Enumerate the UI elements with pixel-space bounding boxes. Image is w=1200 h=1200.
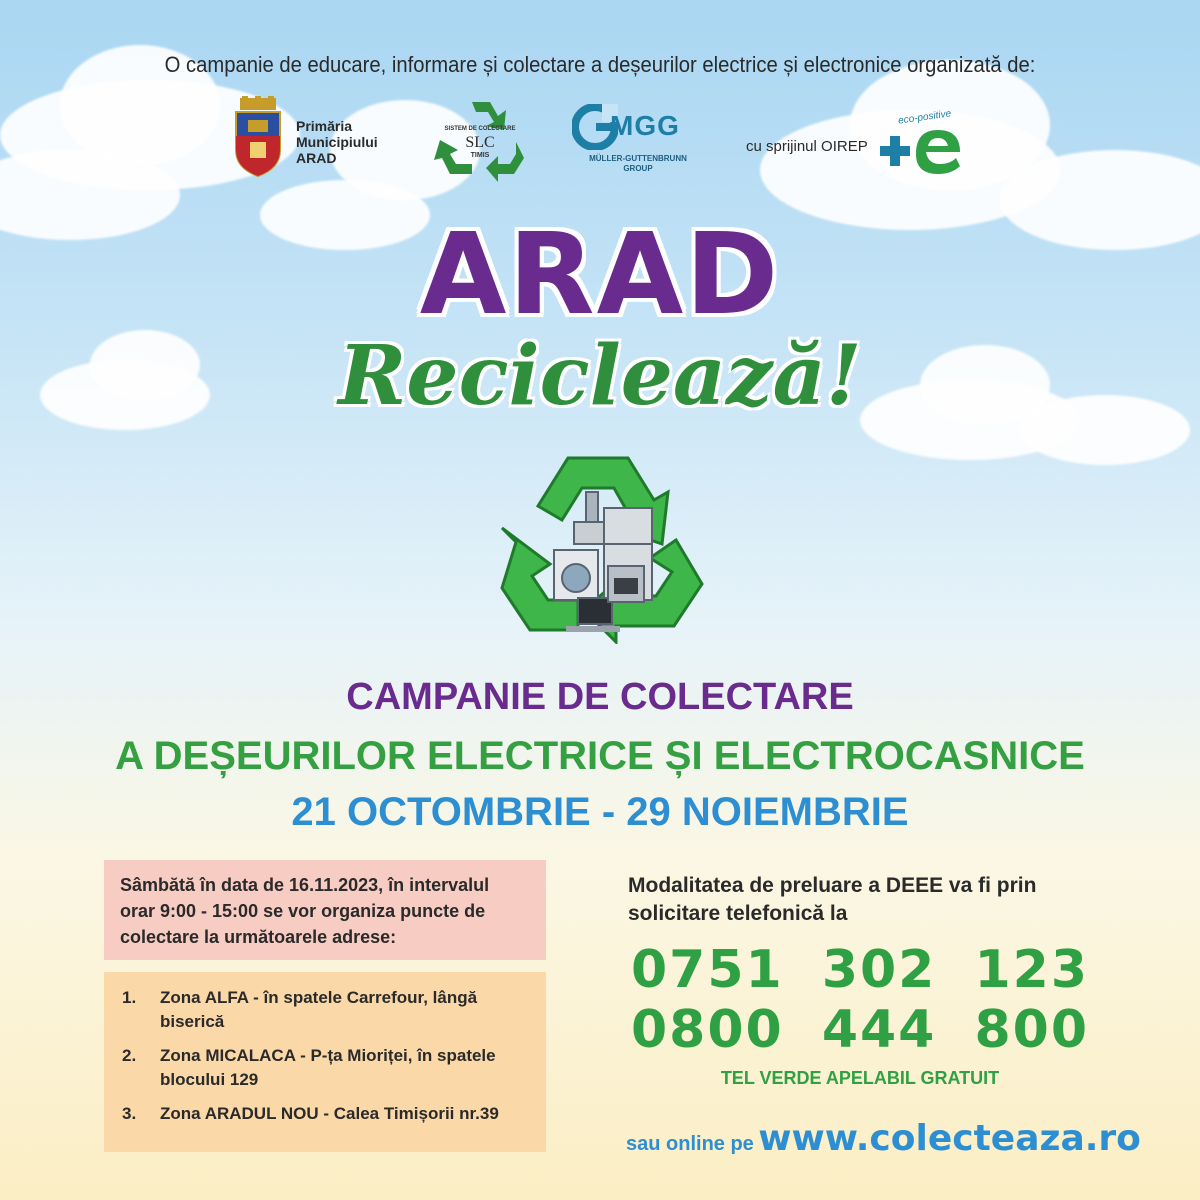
phone-number-1[interactable]: 0751 302 123	[630, 940, 1090, 1000]
logo-primaria-arad	[232, 96, 402, 182]
address-item	[122, 986, 532, 1034]
recycle-appliances-graphic	[496, 448, 708, 644]
logo-slc-timis	[432, 96, 528, 182]
primaria-label-line1: Primăria	[296, 118, 353, 134]
address-text: Zona ARADUL NOU - Calea Timișorii nr.39	[160, 1104, 499, 1123]
slc-bottom-text: TIMIS	[470, 152, 490, 159]
online-prefix-text: sau online pe	[626, 1133, 754, 1155]
arad-coat-of-arms-icon	[232, 96, 284, 178]
mgg-line1-text: MÜLLER-GUTTENBRUNN	[589, 154, 687, 163]
campaign-title-line1: CAMPANIE DE COLECTARE	[346, 676, 854, 718]
title-recicleaza: Reciclează!	[338, 328, 862, 424]
address-item	[122, 1044, 532, 1092]
eco-positive-text: eco-positive	[897, 108, 952, 127]
mgg-mark-text: MGG	[610, 110, 680, 141]
organizers-intro-text: O campanie de educare, informare și colectare a deșeurilor electrice și electronice organizată de:	[164, 52, 1036, 77]
logo-eco-positive	[876, 110, 972, 176]
primaria-label-line3: ARAD	[296, 150, 337, 166]
schedule-info-box	[104, 860, 546, 960]
address-text: Zona MICALACA - P-ța Mioriței, în spatele blocului 129	[160, 1046, 496, 1089]
primaria-label-line2: Municipiului	[296, 134, 378, 150]
mgg-line2-text: GROUP	[623, 164, 653, 173]
addresses-box	[104, 972, 546, 1152]
slc-main-text: SLC	[465, 134, 495, 151]
website-link[interactable]: www.colecteaza.ro	[758, 1118, 1141, 1159]
contact-intro-text: Modalitatea de preluare a DEEE va fi prin solicitare telefonică la	[628, 874, 1037, 925]
support-oirep-text: cu sprijinul OIREP	[746, 138, 868, 155]
address-number: 3.	[122, 1104, 137, 1123]
logo-mgg	[572, 104, 704, 178]
address-number: 1.	[122, 988, 137, 1007]
eco-plus-e-icon	[876, 122, 972, 178]
slc-top-text: SISTEM DE COLECTARE	[444, 126, 516, 132]
tel-verde-note: TEL VERDE APELABIL GRATUIT	[720, 1068, 1000, 1088]
address-item	[122, 1102, 532, 1126]
campaign-dates: 21 OCTOMBRIE - 29 NOIEMBRIE	[291, 790, 909, 834]
address-text: Zona ALFA - în spatele Carrefour, lângă biserică	[160, 988, 478, 1031]
address-number: 2.	[122, 1046, 137, 1065]
phone-number-2[interactable]: 0800 444 800	[630, 1000, 1090, 1060]
title-arad: ARAD	[419, 210, 781, 340]
online-contact-line	[626, 1118, 1146, 1159]
campaign-title-line2: A DEȘEURILOR ELECTRICE ȘI ELECTROCASNICE	[115, 734, 1085, 778]
schedule-text: Sâmbătă în data de 16.11.2023, în intervalul orar 9:00 - 15:00 se vor organiza puncte de colectare la următoarele adrese:	[120, 875, 490, 947]
recycle-symbol-icon	[496, 448, 708, 644]
